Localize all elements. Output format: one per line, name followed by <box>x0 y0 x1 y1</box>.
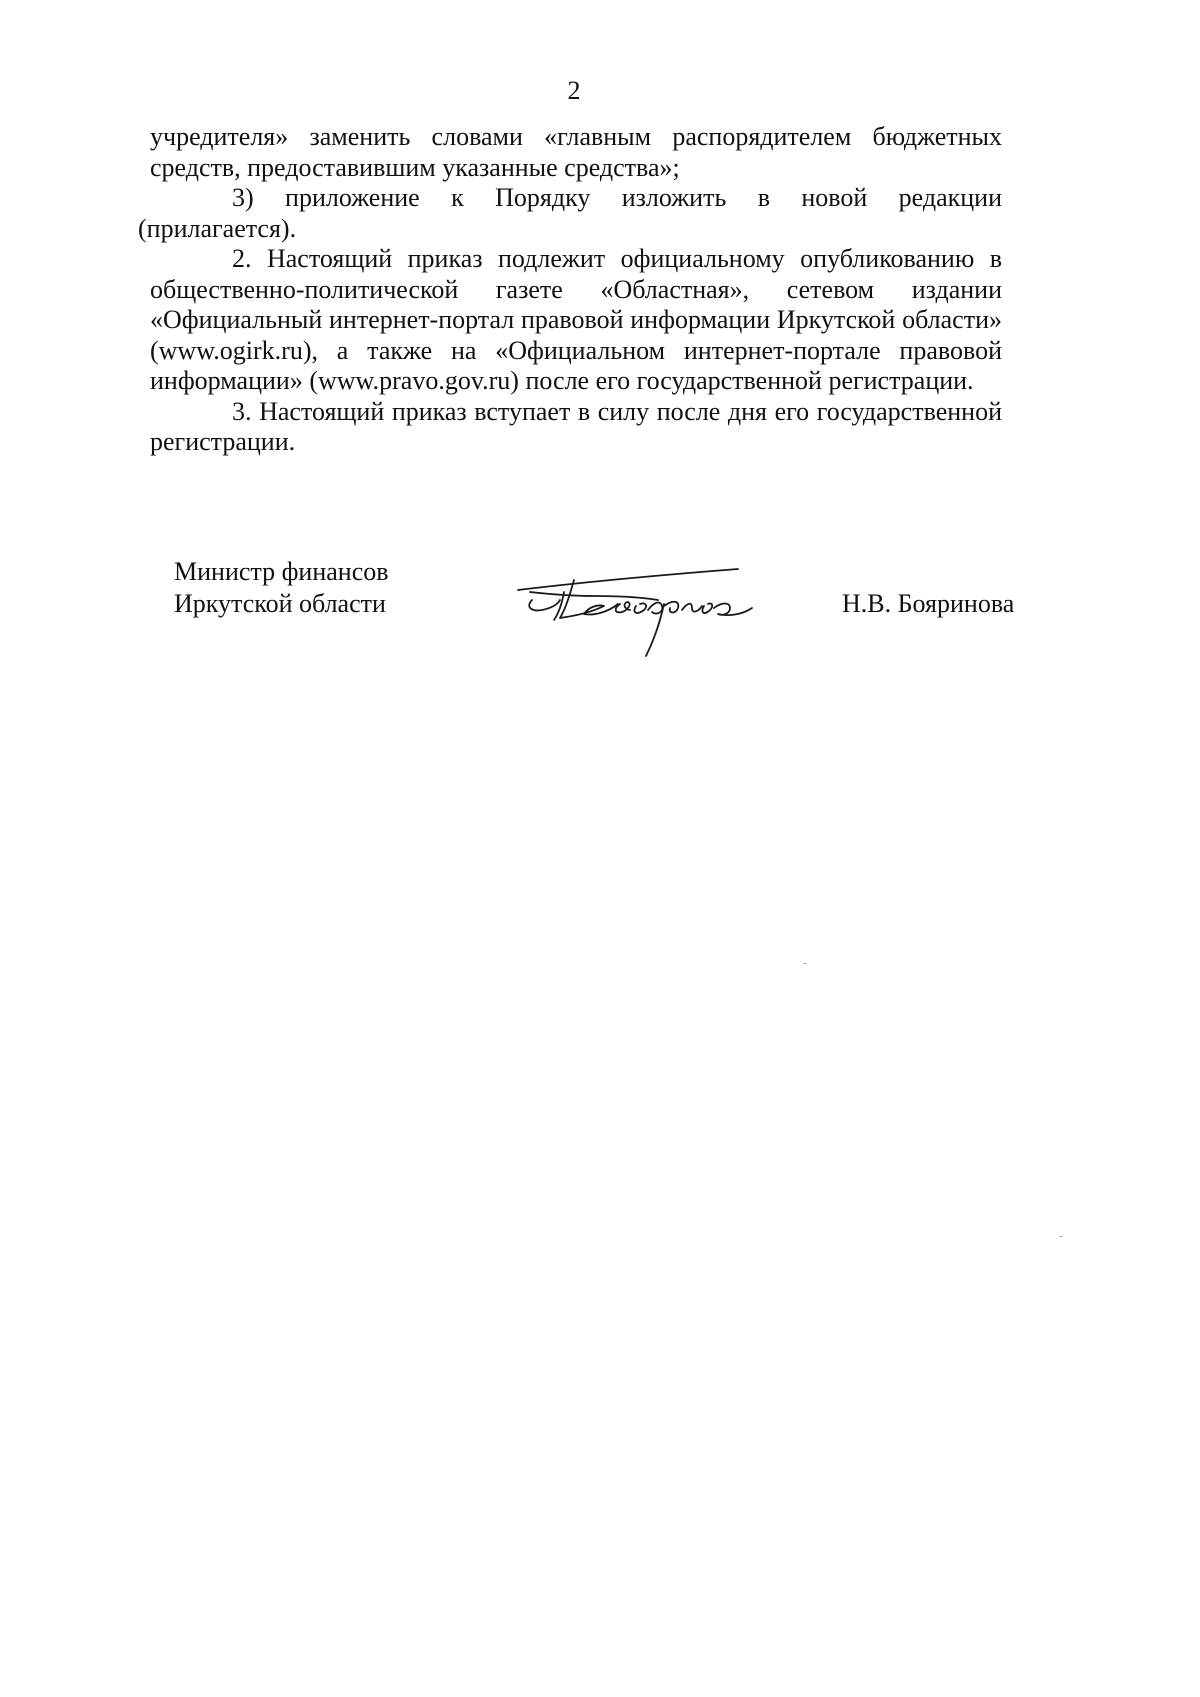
document-body <box>138 122 1002 458</box>
signature-block <box>0 556 1200 666</box>
handwritten-signature <box>508 556 768 664</box>
paragraph-point-2: 2. Настоящий приказ подлежит официальному опубликованию в общественно-политической газете «Областная», сетевом издании «Официальный интернет-портал правовой информации Иркутской области» (www.ogirk.ru), а также на «Официальном интернет-портале правовой информации» (www.pravo.gov.ru) после его государственной регистрации. <box>150 244 1002 395</box>
signatory-title-line-2: Иркутской области <box>174 589 386 618</box>
page-number: 2 <box>567 76 581 105</box>
scan-speck <box>1060 1236 1062 1237</box>
scan-speck <box>804 963 806 964</box>
paragraph-continuation: учредителя» заменить словами «главным распорядителем бюджетных средств, предоставившим указанные средства»; <box>150 122 1002 182</box>
signatory-title <box>174 556 494 620</box>
paragraph-item-3-end: (прилагается). <box>138 213 297 243</box>
paragraph-point-3: 3. Настоящий приказ вступает в силу после дня его государственной регистрации. <box>150 396 1002 456</box>
paragraph-item-3: 3) приложение к Порядку изложить в новой редакции <box>232 183 1002 212</box>
signatory-name: Н.В. Бояринова <box>842 589 1015 618</box>
signatory-title-line-1: Министр финансов <box>174 557 389 586</box>
